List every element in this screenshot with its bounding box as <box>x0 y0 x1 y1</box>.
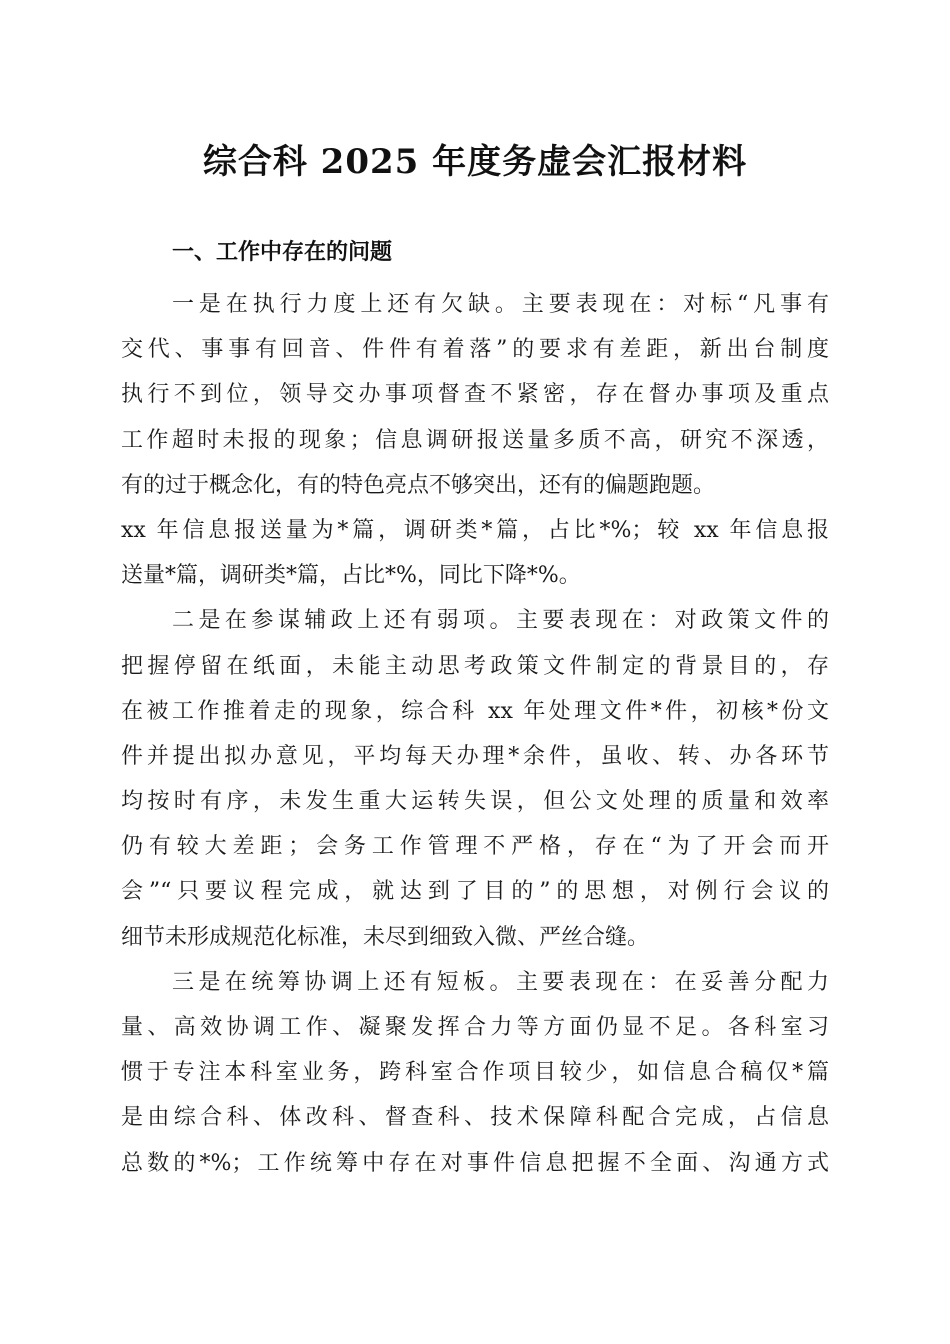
text-line: 量、高效协调工作、凝聚发挥合力等方面仍显不足。各科室习 <box>121 1015 829 1040</box>
text-line: 工作超时未报的现象；信息调研报送量多质不高，研究不深透， <box>121 427 829 453</box>
document-body <box>121 282 829 1186</box>
text-line: 会”“只要议程完成，就达到了目的”的思想，对例行会议的 <box>121 879 829 905</box>
text-line: 是由综合科、体改科、督查科、技术保障科配合完成，占信息 <box>121 1105 829 1131</box>
text-line: 交代、事事有回音、件件有着落”的要求有差距，新出台制度 <box>121 337 829 363</box>
text-line: 均按时有序，未发生重大运转失误，但公文处理的质量和效率 <box>121 789 829 815</box>
text-line: 件并提出拟办意见，平均每天办理*余件，虽收、转、办各环节 <box>121 743 829 769</box>
text-line: 一是在执行力度上还有欠缺。主要表现在：对标“凡事有 <box>172 292 829 317</box>
paragraph-coordination <box>121 960 829 1186</box>
text-line: 惯于专注本科室业务，跨科室合作项目较少，如信息合稿仅*篇 <box>121 1060 829 1086</box>
text-line: 仍有较大差距；会务工作管理不严格，存在“为了开会而开 <box>121 834 829 860</box>
paragraph-execution <box>121 282 829 598</box>
text-line: 执行不到位，领导交办事项督查不紧密，存在督办事项及重点 <box>121 382 829 408</box>
text-line: 二是在参谋辅政上还有弱项。主要表现在：对政策文件的 <box>172 608 829 634</box>
paragraph-advisory <box>121 598 829 960</box>
text-line: 总数的*%；工作统筹中存在对事件信息把握不全面、沟通方式 <box>121 1150 829 1176</box>
document-title: 综合科 2025 年度务虚会汇报材料 <box>202 142 748 182</box>
text-line: 在被工作推着走的现象，综合科 xx 年处理文件*件，初核*份文 <box>121 698 829 724</box>
text-line: 有的过于概念化，有的特色亮点不够突出，还有的偏题跑题。 <box>121 472 716 498</box>
section-heading: 一、工作中存在的问题 <box>172 240 393 265</box>
text-line: 送量*篇，调研类*篇，占比*%，同比下降*%。 <box>121 563 581 589</box>
text-line: 三是在统筹协调上还有短板。主要表现在：在妥善分配力 <box>172 969 829 995</box>
text-line: 细节未形成规范化标准，未尽到细致入微、严丝合缝。 <box>121 924 650 950</box>
text-line: xx 年信息报送量为*篇，调研类*篇，占比*%；较 xx 年信息报 <box>121 517 829 543</box>
text-line: 把握停留在纸面，未能主动思考政策文件制定的背景目的，存 <box>121 653 829 679</box>
